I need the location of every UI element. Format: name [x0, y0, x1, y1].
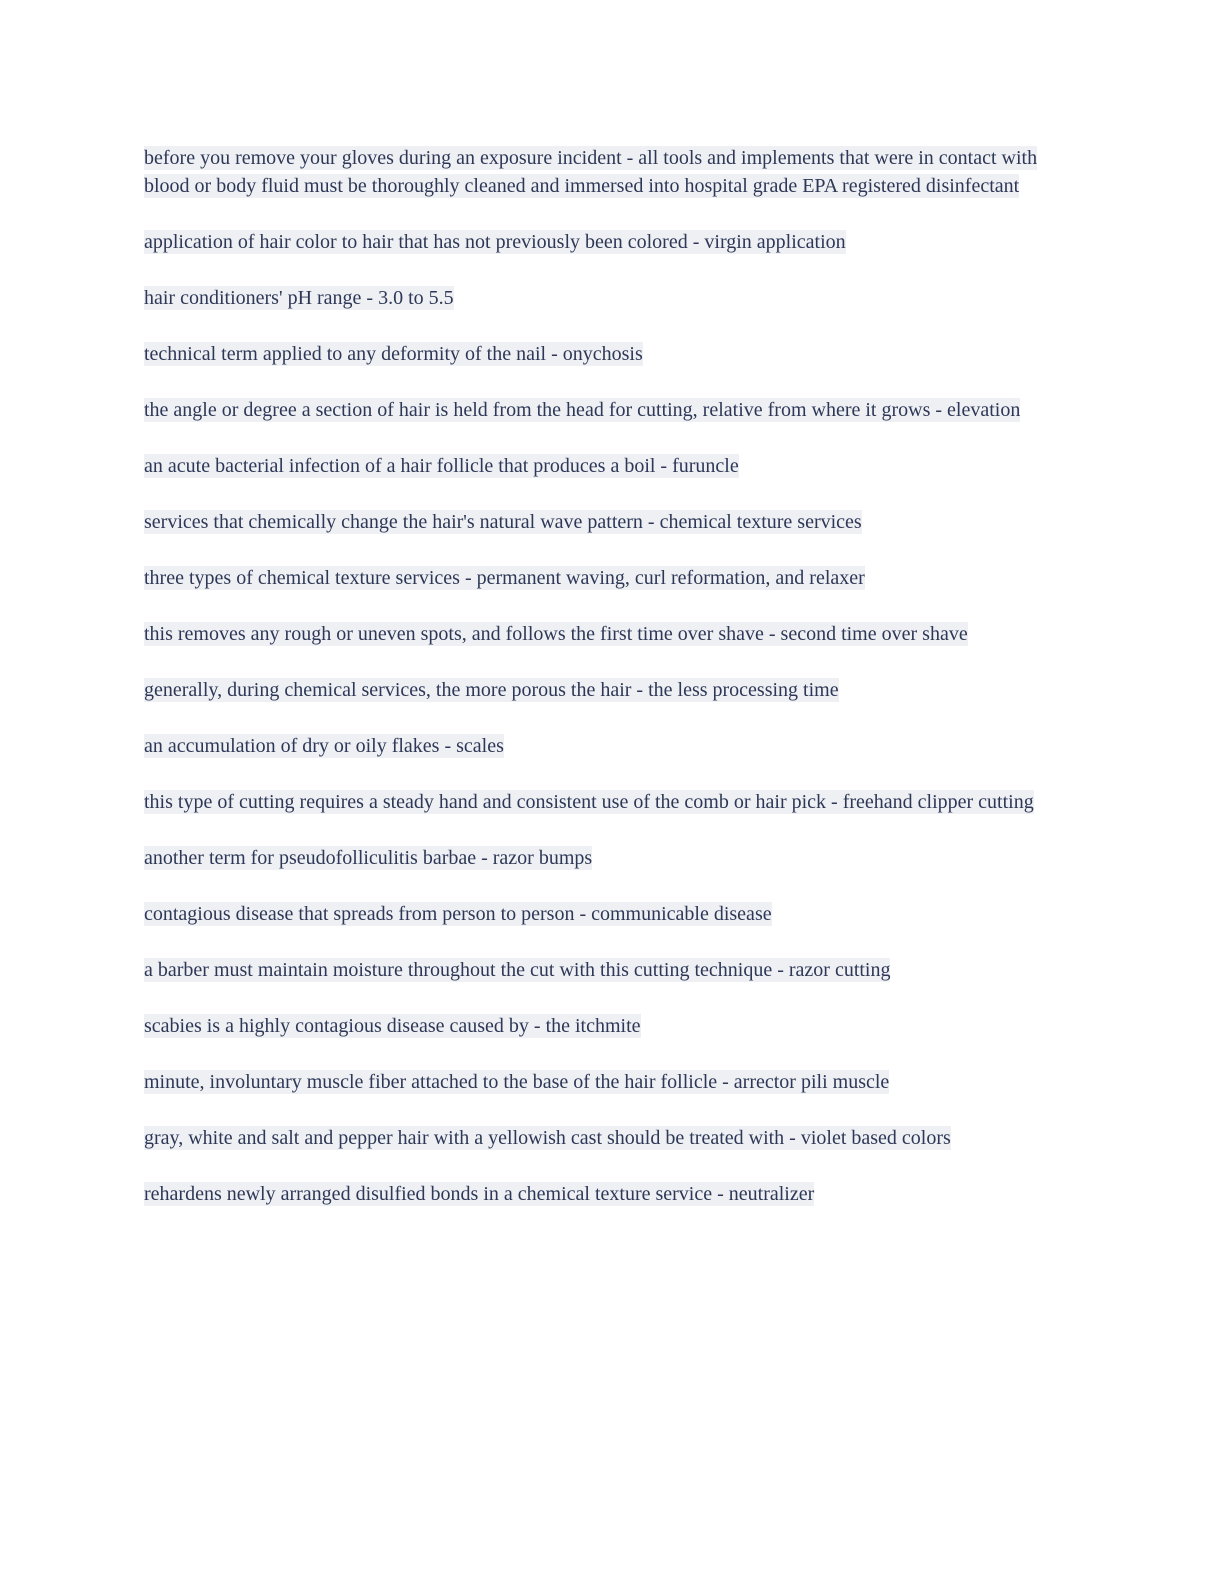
note-line	[144, 144, 1074, 200]
highlighted-text: before you remove your gloves during an exposure incident - all tools and implements that were in contact with blood or body fluid must be thoroughly cleaned and immersed into hospital grade EPA registered disinfectant	[144, 147, 1038, 197]
highlighted-text: three types of chemical texture services - permanent waving, curl reformation, and relaxer	[144, 567, 865, 589]
note-line	[144, 844, 1074, 872]
highlighted-text: services that chemically change the hair's natural wave pattern - chemical texture services	[144, 511, 862, 533]
note-line	[144, 340, 1074, 368]
highlighted-text: scabies is a highly contagious disease caused by - the itchmite	[144, 1015, 641, 1037]
note-line	[144, 1012, 1074, 1040]
note-line	[144, 1180, 1074, 1208]
highlighted-text: another term for pseudofolliculitis barbae - razor bumps	[144, 847, 593, 869]
note-line	[144, 284, 1074, 312]
note-line	[144, 228, 1074, 256]
highlighted-text: technical term applied to any deformity of the nail - onychosis	[144, 343, 643, 365]
note-line	[144, 788, 1074, 816]
highlighted-text: an acute bacterial infection of a hair follicle that produces a boil - furuncle	[144, 455, 739, 477]
highlighted-text: rehardens newly arranged disulfied bonds in a chemical texture service - neutralizer	[144, 1183, 815, 1205]
note-line	[144, 396, 1074, 424]
highlighted-text: contagious disease that spreads from person to person - communicable disease	[144, 903, 772, 925]
note-line	[144, 564, 1074, 592]
note-line	[144, 676, 1074, 704]
highlighted-text: the angle or degree a section of hair is held from the head for cutting, relative from where it grows - elevation	[144, 399, 1021, 421]
highlighted-text: gray, white and salt and pepper hair with a yellowish cast should be treated with - violet based colors	[144, 1127, 951, 1149]
highlighted-text: a barber must maintain moisture throughout the cut with this cutting technique - razor cutting	[144, 959, 891, 981]
notes-list	[144, 144, 1074, 1208]
note-line	[144, 508, 1074, 536]
highlighted-text: application of hair color to hair that has not previously been colored - virgin application	[144, 231, 846, 253]
note-line	[144, 620, 1074, 648]
note-line	[144, 900, 1074, 928]
note-line	[144, 1068, 1074, 1096]
note-line	[144, 1124, 1074, 1152]
highlighted-text: an accumulation of dry or oily flakes - scales	[144, 735, 504, 757]
highlighted-text: this type of cutting requires a steady hand and consistent use of the comb or hair pick - freehand clipper cutting	[144, 791, 1034, 813]
highlighted-text: hair conditioners' pH range - 3.0 to 5.5	[144, 287, 454, 309]
highlighted-text: minute, involuntary muscle fiber attached to the base of the hair follicle - arrector pili muscle	[144, 1071, 890, 1093]
highlighted-text: this removes any rough or uneven spots, and follows the first time over shave - second time over shave	[144, 623, 968, 645]
highlighted-text: generally, during chemical services, the more porous the hair - the less processing time	[144, 679, 839, 701]
note-line	[144, 452, 1074, 480]
note-line	[144, 956, 1074, 984]
note-line	[144, 732, 1074, 760]
